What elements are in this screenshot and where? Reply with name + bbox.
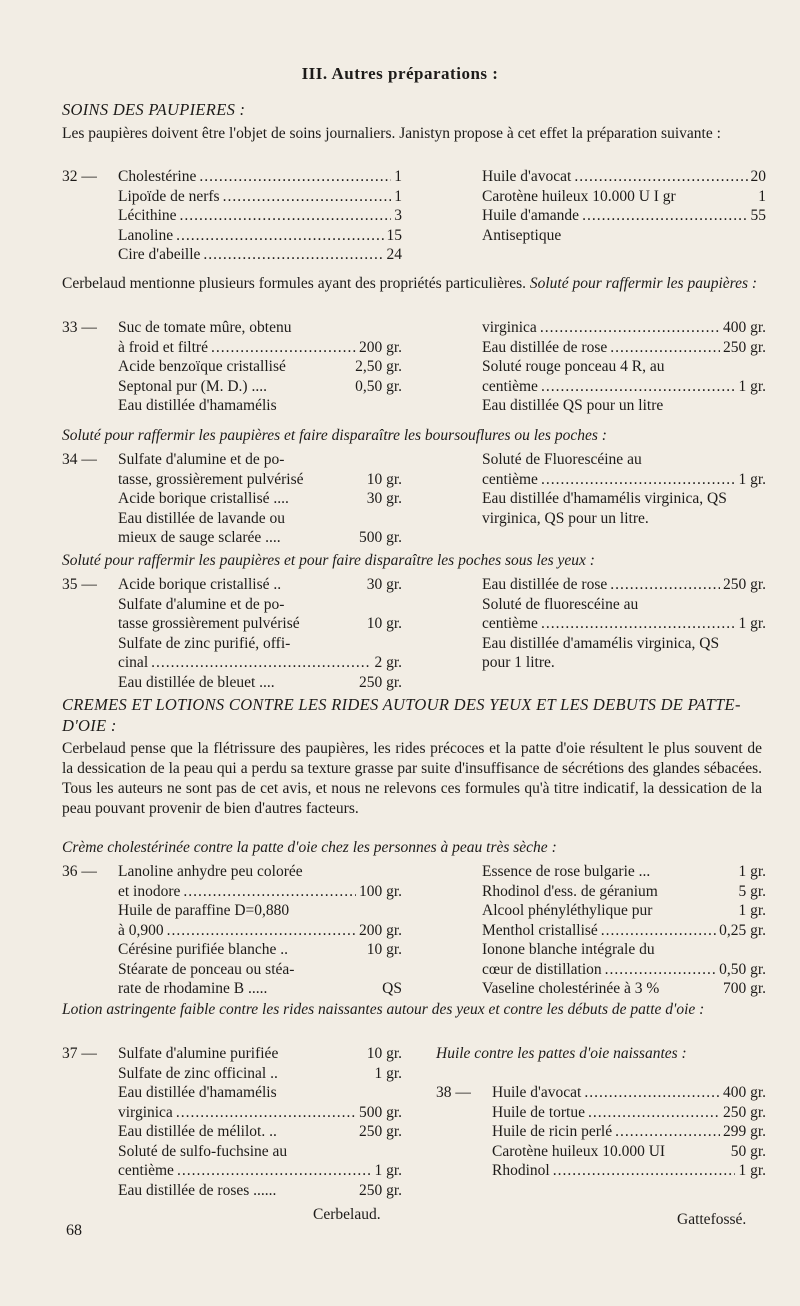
formula-37: 37 — Sulfate d'alumine purifiée 10 gr. Sulfate de zinc officinal .. 1 gr. Eau distillée d'hamamélis virginica ..... 500 gr. Eau distillée de mélilot. .. 250 gr. Soluté de sulfo-fuchsine au centième ..... 1 gr. Eau distillée de roses ...... 250 gr. xyxy=(62,1044,402,1200)
signature-cerbelaud: Cerbelaud. xyxy=(313,1206,381,1223)
signature-gattefosse: Gattefossé. xyxy=(677,1211,747,1228)
section-title-cremes: CREMES ET LOTIONS CONTRE LES RIDES AUTOUR DES YEUX ET LES DEBUTS DE PATTE-D'OIE : xyxy=(62,695,741,735)
formula-33-right: virginica ..... 400 gr. Eau distillée de rose ..... 250 gr. Soluté rouge ponceau 4 R, au centième ..... 1 gr. Eau distillée QS pour un litre xyxy=(482,318,766,416)
subsection-title-34: Soluté pour raffermir les paupières et faire disparaître les boursouflures ou les poches : xyxy=(62,427,607,444)
ingredient-line: Carotène huileux 10.000 U I gr 1 xyxy=(482,187,766,205)
subsection-title-37: Lotion astringente faible contre les rides naissantes autour des yeux et contre les débuts de patte d'oie : xyxy=(62,1001,705,1018)
intro-paragraph-1: Les paupières doivent être l'objet de soins journaliers. Janistyn propose à cet effet la préparation suivante : xyxy=(62,125,721,142)
formula-32-right xyxy=(482,167,766,265)
page-number: 68 xyxy=(66,1222,82,1239)
formula-36 xyxy=(62,862,766,999)
ingredient-line: Huile d'avocat ..... 20 xyxy=(482,167,766,187)
formula-32 xyxy=(62,167,766,265)
formula-38-title: Huile contre les pattes d'oie naissantes : xyxy=(436,1045,687,1062)
paragraph-cerbelaud: Cerbelaud pense que la flétrissure des paupières, les rides précoces et la patte d'oie résultent le plus souvent de la dessication de la peau qui a perdu sa texture grasse par suite d'insuffisance de sécrétions des glandes sébacées. Tous les auteurs ne sont pas de cet avis, et nous ne relevons ces formules qu'à titre indicatif, la dessication de la peau pouvant provenir de bien d'autres facteurs. xyxy=(62,740,762,817)
formula-38: Huile contre les pattes d'oie naissantes : 38 — Huile d'avocat ..... 400 gr. Huile de tortue ..... 250 gr. Huile de ricin perlé ..... 299 gr. Carotène huileux 10.000 UI 50 gr. Rhodinol ..... 1 gr. xyxy=(436,1044,766,1200)
intro-paragraph-2: Cerbelaud mentionne plusieurs formules ayant des propriétés particulières. Soluté pour raffermir les paupières : xyxy=(62,275,758,292)
section-heading: III. Autres préparations : xyxy=(301,64,499,83)
ingredient-line: Huile d'amande ..... 55 xyxy=(482,206,766,226)
formula-35-right: Eau distillée de rose ..... 250 gr. Soluté de fluorescéine au centième ..... 1 gr. Eau distillée d'amamélis virginica, QS pour 1 litre. xyxy=(482,575,766,692)
formula-33-left: 33 — Suc de tomate mûre, obtenu à froid et filtré ..... 200 gr. Acide benzoïque cristallisé 2,50 gr. Septonal pur (M. D.) .... 0,50 gr. Eau distillée d'hamamélis xyxy=(62,318,402,416)
formula-36-right: Essence de rose bulgarie ... 1 gr. Rhodinol d'ess. de géranium 5 gr. Alcool phényléthylique pur 1 gr. Menthol cristallisé ..... 0,25 gr. Ionone blanche intégrale du cœur de distillation ..... 0,50 gr. Vaseline cholestérinée à 3 % 700 gr. xyxy=(482,862,766,999)
formula-34 xyxy=(62,450,766,548)
ingredient-line: Lanoline ..... 15 xyxy=(62,226,402,246)
formula-34-right: Soluté de Fluorescéine au centième ..... 1 gr. Eau distillée d'hamamélis virginica, QS virginica, QS pour un litre. xyxy=(482,450,766,548)
ingredient-line: 32 — Cholestérine ..... 1 xyxy=(62,167,402,187)
subsection-title-36: Crème cholestérinée contre la patte d'oie chez les personnes à peau très sèche : xyxy=(62,839,557,856)
formula-37-38 xyxy=(62,1044,766,1200)
formula-36-left: 36 — Lanoline anhydre peu colorée et inodore ..... 100 gr. Huile de paraffine D=0,880 à 0,900 ..... 200 gr. Cérésine purifiée blanche .. 10 gr. Stéarate de ponceau ou stéa- rate de rhodamine B ..... QS xyxy=(62,862,402,999)
formula-35 xyxy=(62,575,766,692)
subsection-title-35: Soluté pour raffermir les paupières et pour faire disparaître les poches sous les yeux : xyxy=(62,552,595,569)
formula-35-left: 35 — Acide borique cristallisé .. 30 gr. Sulfate d'alumine et de po- tasse grossièrement pulvérisé 10 gr. Sulfate de zinc purifié, offi- cinal ..... 2 gr. Eau distillée de bleuet .... 250 gr. xyxy=(62,575,402,692)
section-title-paupieres: SOINS DES PAUPIERES : xyxy=(62,100,246,119)
formula-34-left: 34 — Sulfate d'alumine et de po- tasse, grossièrement pulvérisé 10 gr. Acide borique cristallisé .... 30 gr. Eau distillée de lavande ou mieux de sauge sclarée .... 500 gr. xyxy=(62,451,402,546)
formula-32-left xyxy=(62,167,402,265)
ingredient-line: Cire d'abeille ..... 24 xyxy=(62,245,402,265)
ingredient-line: Lécithine ..... 3 xyxy=(62,206,402,226)
ingredient-line: Antiseptique xyxy=(482,226,562,244)
ingredient-line: Lipoïde de nerfs ..... 1 xyxy=(62,187,402,207)
formula-33 xyxy=(62,318,766,416)
